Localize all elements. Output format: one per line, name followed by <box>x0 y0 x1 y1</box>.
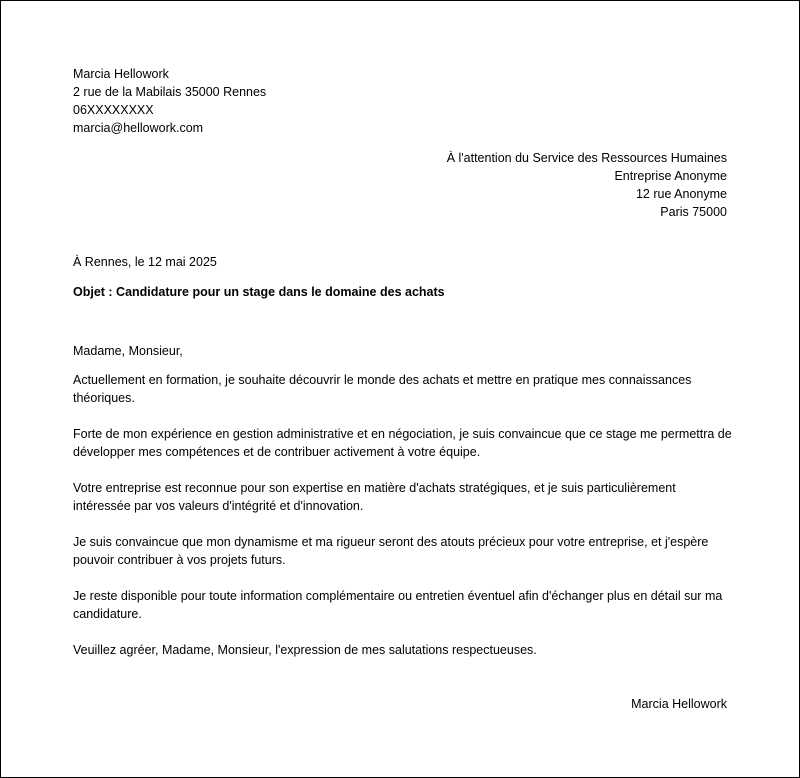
recipient-company: Entreprise Anonyme <box>614 169 727 183</box>
body-paragraph: Forte de mon expérience en gestion administrative et en négociation, je suis convaincue que ce stage me permettra de développer mes compétences et de contribuer activement à votre équipe. <box>73 427 732 459</box>
recipient-block <box>447 149 727 221</box>
body-paragraph: Je reste disponible pour toute information complémentaire ou entretien éventuel afin d'échanger plus en détail sur ma candidature. <box>73 589 723 621</box>
body-paragraph: Votre entreprise est reconnue pour son expertise en matière d'achats stratégiques, et je suis particulièrement intéressée par vos valeurs d'intégrité et d'innovation. <box>73 481 676 513</box>
body-paragraph: Actuellement en formation, je souhaite découvrir le monde des achats et mettre en pratique mes connaissances théoriques. <box>73 373 692 405</box>
recipient-street: 12 rue Anonyme <box>635 187 727 201</box>
recipient-city: Paris 75000 <box>660 205 727 219</box>
letter-date: À Rennes, le 12 mai 2025 <box>73 255 217 269</box>
recipient-attention: À l'attention du Service des Ressources Humaines <box>446 151 727 165</box>
letter-subject: Objet : Candidature pour un stage dans le domaine des achats <box>73 285 445 299</box>
body-paragraph: Je suis convaincue que mon dynamisme et ma rigueur seront des atouts précieux pour votre entreprise, et j'espère pouvoir contribuer à vos projets futurs. <box>73 535 709 567</box>
sender-address: 2 rue de la Mabilais 35000 Rennes <box>73 85 267 99</box>
sender-name: Marcia Hellowork <box>73 67 169 81</box>
letter-body <box>73 371 733 677</box>
closing-paragraph: Veuillez agréer, Madame, Monsieur, l'expression de mes salutations respectueuses. <box>73 643 537 657</box>
letter-signature: Marcia Hellowork <box>631 697 727 711</box>
sender-block <box>73 65 266 137</box>
letter-salutation: Madame, Monsieur, <box>73 344 183 358</box>
sender-email: marcia@hellowork.com <box>73 121 204 135</box>
sender-phone: 06XXXXXXXX <box>73 103 154 117</box>
